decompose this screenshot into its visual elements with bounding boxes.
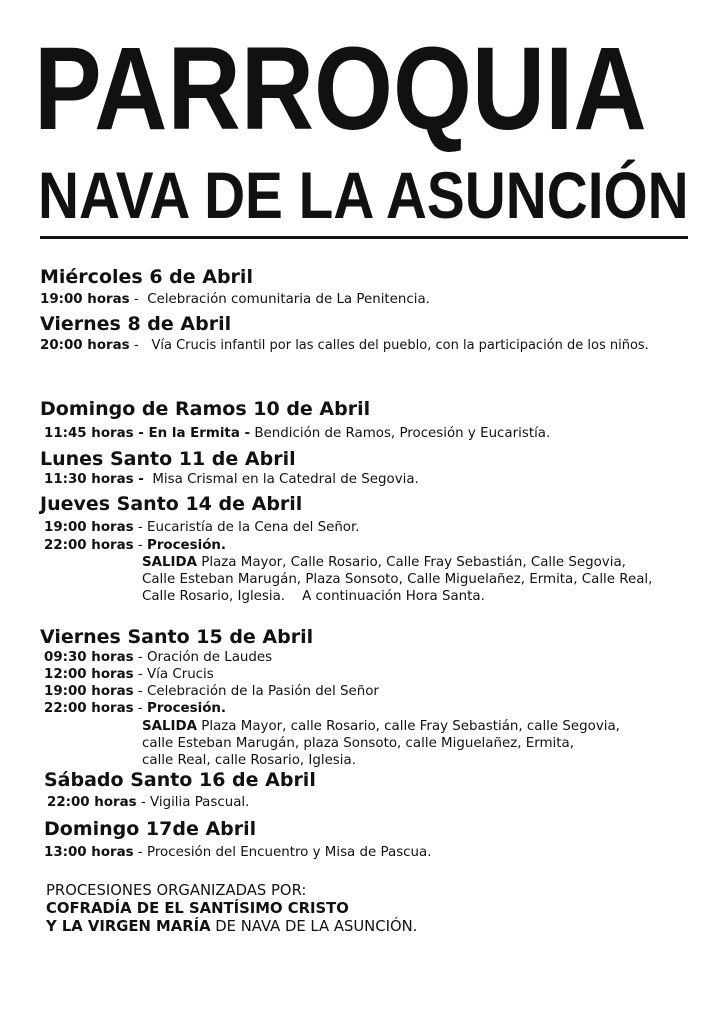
footer-line [46, 918, 417, 936]
event-line [44, 667, 214, 682]
route-text: Plaza Mayor, calle Rosario, calle Fray Sebastián, calle Segovia, [201, 719, 620, 734]
event-time: 22:00 horas [47, 795, 137, 810]
event-separator: - [133, 667, 147, 682]
event-separator: - [133, 684, 147, 699]
route-line: calle Real, calle Rosario, Iglesia. [142, 753, 356, 768]
event-line [40, 292, 430, 307]
event-time: 12:00 horas [44, 667, 134, 682]
page-subtitle: NAVA DE LA ASUNCIÓN [38, 158, 689, 232]
event-text: Celebración comunitaria de La Penitencia. [147, 292, 430, 307]
organizers-footer [46, 882, 417, 936]
event-separator: - [136, 795, 150, 810]
event-text: Celebración de la Pasión del Señor [147, 684, 379, 699]
route-label: SALIDA [142, 555, 198, 570]
day-heading: Domingo 17de Abril [44, 818, 257, 840]
event-time: 13:00 horas [44, 845, 134, 860]
route-line [142, 554, 652, 571]
event-text: Oración de Laudes [147, 650, 273, 665]
route-label: SALIDA [142, 719, 198, 734]
event-line [44, 701, 226, 716]
event-line [44, 650, 272, 665]
event-text: Misa Crismal en la Catedral de Segovia. [152, 472, 419, 487]
event-separator: - [133, 520, 147, 535]
event-text: Procesión. [147, 538, 227, 553]
event-line [47, 795, 249, 810]
event-separator: - [129, 292, 148, 307]
event-separator: - [133, 845, 147, 860]
route-line: calle Esteban Marugán, plaza Sonsoto, calle Miguelañez, Ermita, [142, 736, 574, 751]
event-time: 19:00 horas [44, 684, 134, 699]
event-separator: - [129, 338, 152, 353]
event-text: Vigilia Pascual. [150, 795, 250, 810]
event-line [44, 684, 379, 699]
event-line [44, 520, 360, 535]
event-time: 19:00 horas [44, 520, 134, 535]
footer-line: COFRADÍA DE EL SANTÍSIMO CRISTO [46, 900, 349, 917]
event-text: Vía Crucis [147, 667, 214, 682]
event-line [44, 472, 419, 487]
route-block [142, 718, 620, 769]
title-divider [40, 236, 688, 239]
event-text: Vía Crucis infantil por las calles del pueblo, con la participación de los niños. [151, 338, 649, 353]
route-line [142, 718, 620, 735]
day-heading: Sábado Santo 16 de Abril [44, 769, 316, 791]
event-time: 20:00 horas [40, 338, 130, 353]
day-heading: Viernes 8 de Abril [40, 313, 232, 335]
route-text: Plaza Mayor, Calle Rosario, Calle Fray Sebastián, Calle Segovia, [201, 555, 626, 570]
event-line [44, 426, 550, 441]
route-line: Calle Esteban Marugán, Plaza Sonsoto, Calle Miguelañez, Ermita, Calle Real, [142, 572, 653, 587]
event-text: Bendición de Ramos, Procesión y Eucaristía. [254, 426, 551, 441]
event-text: Procesión. [147, 701, 227, 716]
event-line [44, 845, 431, 860]
event-separator: - [133, 701, 147, 716]
day-heading: Jueves Santo 14 de Abril [40, 493, 303, 515]
route-block [142, 554, 652, 605]
event-time: 19:00 horas [40, 292, 130, 307]
day-heading: Lunes Santo 11 de Abril [40, 448, 296, 470]
event-line [44, 538, 226, 553]
event-time: 09:30 horas [44, 650, 134, 665]
event-separator: - [133, 650, 147, 665]
day-heading: Miércoles 6 de Abril [40, 266, 253, 288]
footer-bold-text: Y LA VIRGEN MARÍA [46, 918, 211, 935]
event-separator: - [133, 538, 147, 553]
footer-text: DE NAVA DE LA ASUNCIÓN. [210, 918, 418, 935]
event-text: Procesión del Encuentro y Misa de Pascua. [147, 845, 432, 860]
event-time: 22:00 horas [44, 538, 134, 553]
page-title: PARROQUIA [34, 23, 647, 155]
day-heading: Domingo de Ramos 10 de Abril [40, 398, 371, 420]
day-heading: Viernes Santo 15 de Abril [40, 626, 314, 648]
event-text: Eucaristía de la Cena del Señor. [147, 520, 360, 535]
footer-line: PROCESIONES ORGANIZADAS POR: [46, 882, 307, 899]
event-time: 22:00 horas [44, 701, 134, 716]
event-line [40, 338, 649, 353]
route-line: Calle Rosario, Iglesia. A continuación Hora Santa. [142, 589, 485, 604]
event-time: 11:30 horas - [44, 472, 144, 487]
event-time: 11:45 horas - En la Ermita - [44, 426, 251, 441]
